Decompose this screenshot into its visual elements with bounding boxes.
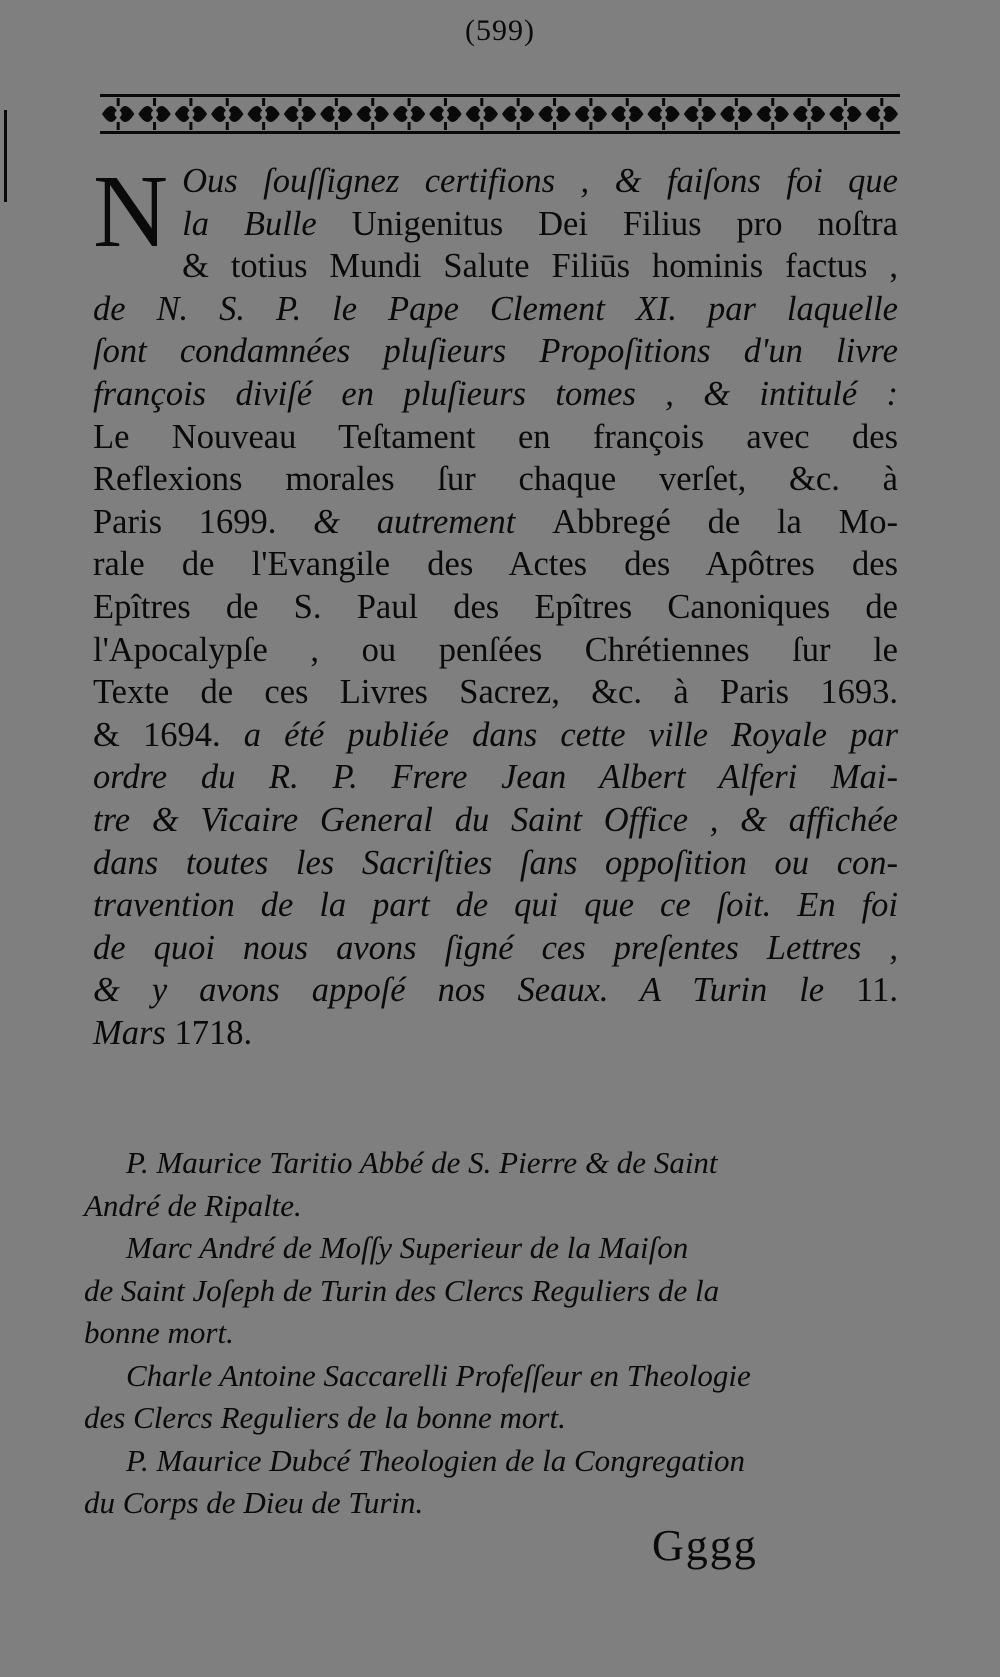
signature-line: Charle Antoine Saccarelli Profeſſeur en Theologie — [126, 1357, 751, 1393]
text-line — [93, 969, 898, 1012]
text-line — [93, 927, 898, 970]
signature-line: Marc André de Moſſy Superieur de la Maiſon — [126, 1230, 689, 1265]
ornament-motif — [320, 98, 352, 130]
signature-entry — [84, 1142, 894, 1227]
drop-cap: N — [93, 154, 169, 269]
text-run: dans toutes les Sacriſties ſans oppoſition ou con- — [93, 843, 898, 882]
ornament-motif — [720, 98, 752, 130]
text-line — [93, 245, 898, 288]
signature-line: du Corps de Dieu de Turin. — [84, 1485, 424, 1520]
text-line — [93, 671, 898, 714]
attestation-text — [93, 154, 899, 1054]
text-run: Reflexions morales ſur chaque verſet, &c. à — [93, 460, 898, 499]
text-run: 1718. — [174, 1013, 253, 1052]
ornament-motif — [175, 98, 207, 130]
ornament-motif — [684, 98, 716, 130]
ornament-motif — [757, 98, 789, 130]
text-line — [93, 799, 898, 842]
text-run: françois diviſé en pluſieurs tomes , & intitulé : — [93, 374, 898, 413]
text-line — [93, 416, 898, 459]
text-run: Epîtres de S. Paul des Epîtres Canoniques de — [93, 587, 898, 626]
text-run: de N. S. P. le Pape Clement XI. par laquelle — [93, 289, 898, 328]
signature-line: André de Ripalte. — [84, 1187, 302, 1223]
ornament-motif — [357, 98, 389, 130]
text-run: l'Apocalypſe , ou penſées Chrétiennes ſur le — [93, 630, 898, 669]
text-run: Abbregé de la Mo- — [552, 502, 899, 541]
text-run: ordre du R. P. Frere Jean Albert Alferi Mai- — [93, 758, 898, 797]
text-run: & autrement — [313, 502, 553, 541]
ornament-motif — [502, 98, 534, 130]
text-run: Texte de ces Livres Sacrez, &c. à Paris 1693. — [93, 673, 898, 712]
text-line — [93, 629, 898, 672]
text-run: Mars — [93, 1013, 175, 1052]
text-line — [93, 458, 898, 501]
text-run: Paris 1699. — [93, 502, 314, 541]
margin-rule — [4, 110, 7, 202]
text-line — [93, 330, 898, 373]
text-line — [93, 714, 898, 757]
text-run: rale de l'Evangile des Actes des Apôtres des — [93, 545, 898, 584]
text-line — [93, 884, 898, 927]
ornament-motif — [866, 98, 898, 130]
text-line — [93, 543, 898, 586]
text-run: la Bulle — [182, 204, 352, 243]
ornament-motif — [211, 98, 243, 130]
ornament-motif — [575, 98, 607, 130]
text-line — [93, 586, 898, 629]
signature-line: de Saint Joſeph de Turin des Clercs Reguliers de la — [84, 1272, 720, 1308]
text-run: Le Nouveau Teſtament en françois avec des — [93, 417, 898, 456]
text-line — [93, 1012, 898, 1055]
text-line — [93, 160, 898, 203]
text-line — [93, 756, 898, 799]
ornament-motif — [102, 98, 134, 130]
signature-mark: Gggg — [652, 1521, 758, 1570]
ornament-motif — [393, 98, 425, 130]
ornament-motif — [793, 98, 825, 130]
text-line — [93, 203, 898, 246]
text-run: de quoi nous avons ſigné ces preſentes Lettres , — [93, 928, 898, 967]
signatures-block — [84, 1142, 894, 1525]
text-run: ſont condamnées pluſieurs Propoſitions d'un livre — [93, 332, 898, 371]
signature-entry — [84, 1355, 894, 1440]
ornament-motif — [429, 98, 461, 130]
ornament-motif — [138, 98, 170, 130]
ornament-motif — [611, 98, 643, 130]
text-run: Unigenitus Dei Filius pro noſtra — [351, 204, 898, 243]
text-line — [93, 288, 898, 331]
text-run: Ous ſouſſignez certifions , & faiſons foi que — [182, 162, 898, 200]
signature-line: bonne mort. — [84, 1315, 234, 1350]
text-line — [93, 501, 898, 544]
signature-entry — [84, 1440, 894, 1525]
text-run: & 1694. — [93, 715, 244, 754]
text-line — [93, 842, 898, 885]
text-run: travention de la part de qui que ce ſoit. En foi — [93, 886, 898, 925]
text-run: 11. — [856, 971, 898, 1010]
ornament-rule — [100, 94, 900, 97]
signature-line: P. Maurice Taritio Abbé de S. Pierre & de Saint — [126, 1145, 718, 1180]
text-run: & y avons appoſé nos Seaux. A Turin le — [93, 971, 857, 1010]
signature-entry — [84, 1227, 894, 1355]
ornament-motif — [247, 98, 279, 130]
ornament-motif — [538, 98, 570, 130]
text-run: tre & Vicaire General du Saint Office , & affichée — [93, 800, 898, 839]
signature-line: des Clercs Reguliers de la bonne mort. — [84, 1400, 566, 1435]
ornament-motif — [284, 98, 316, 130]
text-line — [93, 373, 898, 416]
ornament-motif — [647, 98, 679, 130]
signature-line: P. Maurice Dubcé Theologien de la Congregation — [126, 1442, 746, 1478]
text-run: a été publiée dans cette ville Royale par — [243, 715, 898, 754]
text-run: & totius Mundi Salute Filiūs hominis factus , — [182, 247, 898, 286]
ornament-motif — [829, 98, 861, 130]
page-number: (599) — [465, 14, 535, 47]
ornament-motif — [466, 98, 498, 130]
ornament-rule — [100, 131, 900, 134]
headpiece-ornament — [100, 92, 900, 136]
